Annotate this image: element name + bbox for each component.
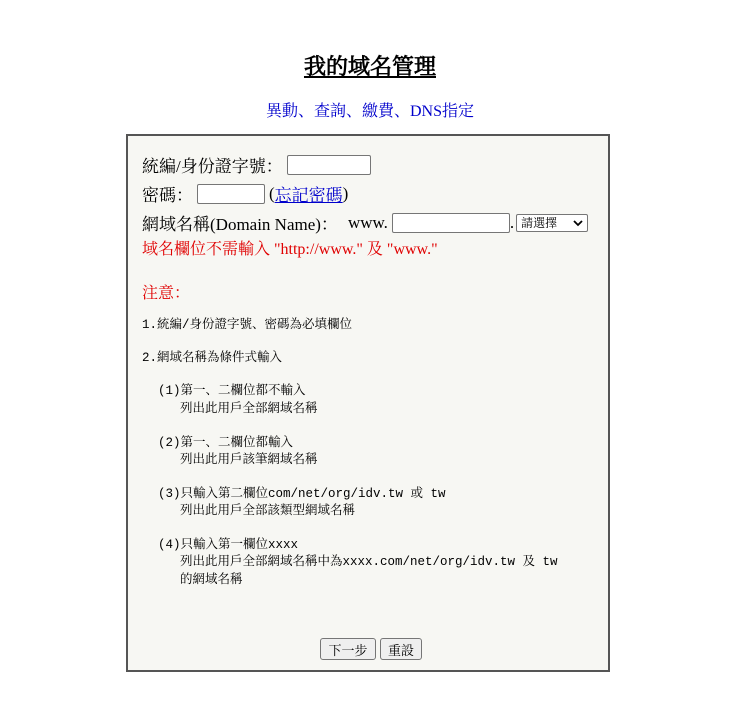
domain-input[interactable]: [392, 213, 510, 233]
dot-separator: .: [509, 212, 515, 232]
page-subtitle: 異動、查詢、繳費、DNS指定: [265, 103, 474, 120]
password-row: [142, 181, 348, 206]
note-item-1-title: (1)第一、二欄位都不輸入: [158, 384, 306, 398]
note-item-4-desc: 列出此用戶全部網域名稱中為xxxx.com/net/org/idv.tw 及 tw: [180, 555, 558, 569]
note-item-3-desc: 列出此用戶全部該類型網域名稱: [180, 504, 356, 518]
page-title: 我的域名管理: [303, 54, 436, 79]
note-item-2-title: (2)第一、二欄位都輸入: [158, 436, 294, 450]
password-label: 密碼：: [142, 186, 193, 205]
note-item-4-title: (4)只輸入第一欄位xxxx: [158, 538, 299, 552]
tld-select[interactable]: [516, 214, 588, 232]
domain-warning: 域名欄位不需輸入 "http://www." 及 "www.": [142, 241, 438, 258]
domain-row: [142, 210, 588, 235]
id-label: 統編/身份證字號：: [142, 157, 283, 176]
forgot-close-paren: ): [342, 183, 349, 203]
domain-label: 網域名稱(Domain Name)：: [142, 215, 338, 234]
id-input[interactable]: [287, 155, 371, 175]
id-row: [142, 152, 371, 177]
note-item-3-title: (3)只輸入第二欄位com/net/org/idv.tw 或 tw: [158, 487, 446, 501]
password-input[interactable]: [197, 184, 265, 204]
tld-select-value: 請選擇: [521, 216, 558, 230]
note-line-2: 2.網域名稱為條件式輸入: [142, 351, 283, 365]
note-item-2-desc: 列出此用戶該筆網域名稱: [180, 453, 318, 467]
note-line-1: 1.統編/身份證字號、密碼為必填欄位: [142, 318, 353, 332]
www-prefix: www.: [347, 212, 388, 232]
login-panel: [126, 134, 610, 672]
forgot-open-paren: (: [269, 183, 275, 203]
note-item-1-desc: 列出此用戶全部網域名稱: [180, 402, 318, 416]
note-item-4-desc-cont: 的網域名稱: [180, 573, 243, 587]
chevron-down-icon: [573, 219, 583, 227]
forgot-password-link[interactable]: 忘記密碼: [274, 186, 343, 205]
notes-heading: 注意：: [142, 285, 191, 302]
reset-button[interactable]: 重設: [380, 638, 422, 660]
next-button[interactable]: 下一步: [320, 638, 376, 660]
